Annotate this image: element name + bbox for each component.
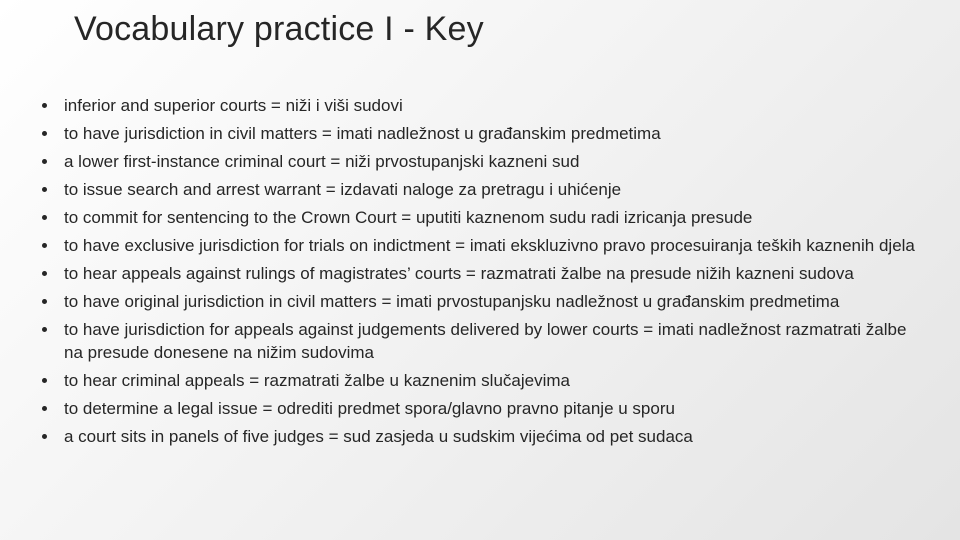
list-item <box>40 425 920 448</box>
list-item <box>40 262 920 285</box>
list-item-text: to have exclusive jurisdiction for trials on indictment = imati ekskluzivno pravo procesuiranja teških kaznenih djela <box>64 236 915 255</box>
list-item-text: a lower first-instance criminal court = niži prvostupanjski kazneni sud <box>64 152 580 171</box>
list-item-text: to hear criminal appeals = razmatrati žalbe u kaznenim slučajevima <box>64 371 570 390</box>
list-item <box>40 206 920 229</box>
list-item <box>40 290 920 313</box>
bullet-icon <box>42 159 47 164</box>
list-item <box>40 178 920 201</box>
list-item-text: to issue search and arrest warrant = izdavati naloge za pretragu i uhićenje <box>64 180 622 199</box>
list-item <box>40 94 920 117</box>
list-item-text: to determine a legal issue = odrediti predmet spora/glavno pravno pitanje u sporu <box>64 399 675 418</box>
list-item <box>40 122 920 145</box>
list-item-text: to have jurisdiction for appeals against judgements delivered by lower courts = imati nadležnost razmatrati žalbe na presude donesene na nižim sudovima <box>64 320 907 362</box>
bullet-icon <box>42 271 47 276</box>
bullet-icon <box>42 103 47 108</box>
list-item-text: to have original jurisdiction in civil matters = imati prvostupanjsku nadležnost u građanskim predmetima <box>64 292 840 311</box>
list-item-text: to hear appeals against rulings of magistrates’ courts = razmatrati žalbe na presude nižih kazneni sudova <box>64 264 854 283</box>
bullet-icon <box>42 378 47 383</box>
bullet-icon <box>42 327 47 332</box>
slide-title: Vocabulary practice I - Key <box>74 10 484 48</box>
list-item-text: a court sits in panels of five judges = sud zasjeda u sudskim vijećima od pet sudaca <box>64 427 693 446</box>
vocabulary-list <box>40 94 920 453</box>
bullet-icon <box>42 406 47 411</box>
list-item-text: inferior and superior courts = niži i viši sudovi <box>64 96 403 115</box>
list-item-text: to have jurisdiction in civil matters = imati nadležnost u građanskim predmetima <box>64 124 661 143</box>
list-item <box>40 234 920 257</box>
bullet-icon <box>42 187 47 192</box>
list-item <box>40 397 920 420</box>
list-item <box>40 150 920 173</box>
list-item-text: to commit for sentencing to the Crown Court = uputiti kaznenom sudu radi izricanja presude <box>64 208 753 227</box>
bullet-icon <box>42 131 47 136</box>
bullet-icon <box>42 434 47 439</box>
bullet-icon <box>42 299 47 304</box>
list-item <box>40 369 920 392</box>
list-item <box>40 318 920 364</box>
bullet-icon <box>42 243 47 248</box>
bullet-icon <box>42 215 47 220</box>
